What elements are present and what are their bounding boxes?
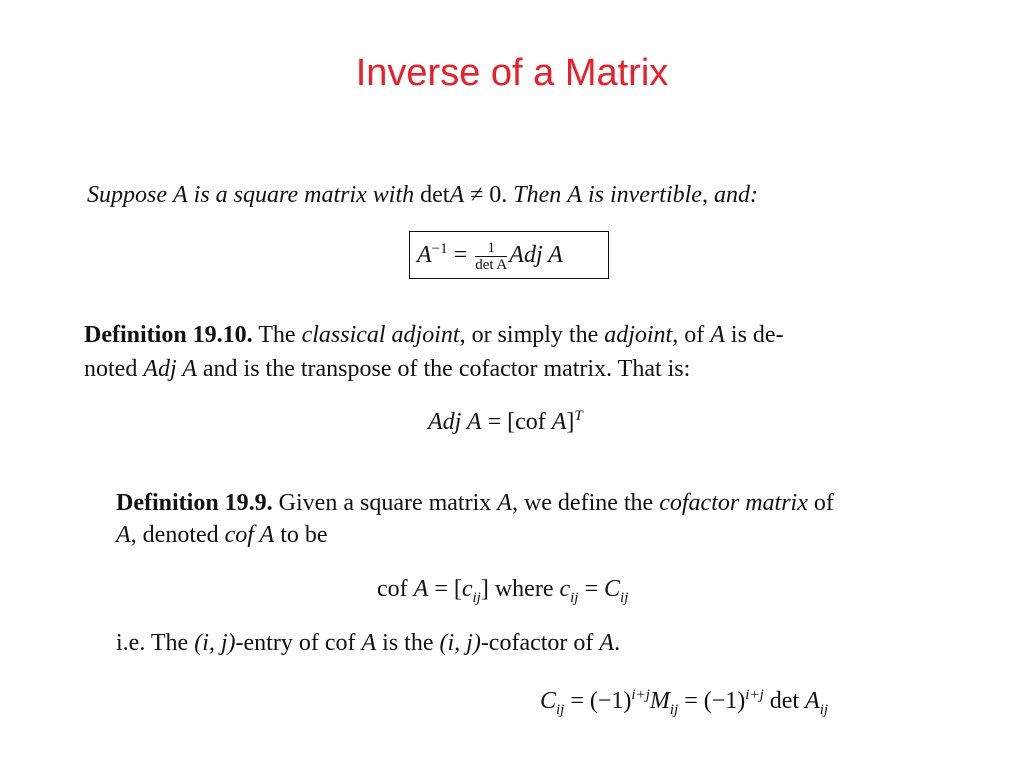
var-a: A (551, 409, 567, 435)
def-text: and is the transpose of the cofactor matrix. That is: (202, 356, 691, 382)
sub-ij: ij (819, 701, 829, 718)
formula-text: = (584, 576, 599, 602)
def-text: is de- (730, 322, 784, 348)
def-text: -cofactor of (480, 630, 594, 656)
formula-text: ] (566, 409, 575, 435)
adj-a: Adj A (428, 409, 482, 435)
formula-text: = [ (434, 576, 462, 602)
formula-lhs-sup: −1 (431, 241, 448, 258)
sub-ij: ij (620, 589, 629, 606)
var-a: A (599, 630, 615, 656)
term-classical-adjoint: classical adjoint (301, 322, 460, 348)
var-a: A (361, 630, 377, 656)
intro-text: Then (513, 182, 562, 208)
formula-text: = (−1) (570, 688, 632, 714)
var-a: A (805, 688, 820, 714)
sub-ij: ij (669, 701, 679, 718)
var-m: M (649, 688, 670, 714)
var-c-upper: C (540, 688, 557, 714)
def-text: The (258, 322, 296, 348)
var-a: A (567, 182, 582, 208)
formula-lhs: A (417, 242, 432, 269)
def-text: , denoted (130, 522, 219, 548)
term-cofactor-matrix: cofactor matrix (659, 490, 808, 516)
det-label: det (420, 182, 450, 208)
intro-text: is a square matrix with (193, 182, 415, 208)
sup-ipj: i+j (631, 687, 650, 703)
var-a: A (413, 576, 429, 602)
sup-ipj: i+j (745, 687, 764, 703)
sub-ij: ij (570, 589, 579, 606)
formula-rhs: Adj A (509, 242, 563, 269)
def-text: . (614, 630, 621, 656)
sub-ij: ij (472, 589, 481, 606)
adj-a: Adj A (143, 356, 197, 382)
formula-eq: = (453, 242, 468, 269)
fraction-denominator: det A (475, 257, 508, 273)
inverse-formula (417, 240, 563, 273)
var-a: A (173, 182, 188, 208)
sub-ij: ij (556, 701, 565, 718)
formula-text: cof (377, 576, 408, 602)
def1910-label: Definition 19.10. (84, 322, 253, 348)
def-text: -entry of cof (235, 630, 356, 656)
formula-text: = (−1) (684, 688, 746, 714)
def-text: Given a square matrix (278, 490, 492, 516)
fraction-numerator: 1 (475, 240, 507, 257)
def-text: noted (84, 356, 138, 382)
def-text: of (813, 490, 834, 516)
var-a: A (116, 522, 131, 548)
intro-line (87, 182, 758, 209)
def-text: , we define the (511, 490, 654, 516)
formula-text: = [cof (487, 409, 546, 435)
def-text: i.e. The (116, 630, 189, 656)
def1910-line2 (84, 356, 690, 383)
intro-text: is invertible, and: (587, 182, 758, 208)
var-a: A (449, 182, 465, 208)
var-c: c (461, 576, 473, 602)
intro-text: Suppose (87, 182, 167, 208)
def199-line1 (116, 490, 834, 517)
pair-ij: (i, j) (194, 630, 236, 656)
pair-ij: (i, j) (439, 630, 481, 656)
det-label: det (769, 688, 800, 714)
cofactor-formula (540, 687, 828, 719)
fraction (475, 240, 507, 273)
def199-line2 (116, 522, 328, 549)
def-text: , of (672, 322, 705, 348)
var-a: A (497, 490, 512, 516)
def-text: to be (280, 522, 328, 548)
transpose-sup: T (574, 408, 583, 424)
def1910-line1 (84, 322, 784, 349)
def-text: is the (382, 630, 434, 656)
var-a: A (710, 322, 725, 348)
cof-a: cof A (224, 522, 275, 548)
var-c-upper: C (604, 576, 621, 602)
neq-zero: ≠ 0. (470, 182, 508, 208)
adj-formula (428, 408, 583, 436)
slide-title: Inverse of a Matrix (355, 52, 669, 94)
def199-label: Definition 19.9. (116, 490, 273, 516)
term-adjoint: adjoint (604, 322, 673, 348)
formula-text: ] where (480, 576, 554, 602)
cof-formula (377, 576, 628, 607)
def-text: , or simply the (459, 322, 599, 348)
ie-line (116, 630, 620, 657)
var-c: c (559, 576, 571, 602)
